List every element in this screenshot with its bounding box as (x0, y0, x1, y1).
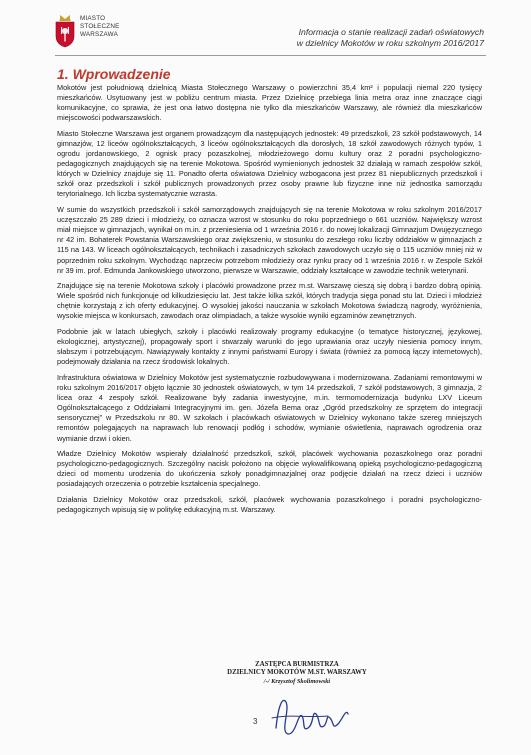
body-paragraph: Infrastruktura oświatowa w Dzielnicy Mokotów jest systematycznie rozbudowywana i modernizowana. Zadaniami remontowymi w roku szkolnym 2016/2017 objęto łącznie 30 jednostek oświatowych, w tym 14 przedszkoli, 7 szkół podstawowych, 3 gimnazja, 2 licea oraz 4 zespoły szkół. Realizowane były zadania inwestycyjne, m.in. termomodernizacja budynku LXV Liceum Ogólnokształcącego z Oddziałami Integracyjnymi im. gen. Józefa Bema oraz „Ogród przedszkolny ze sprzętem do integracji sensorycznej” w Przedszkolu nr 80. W szkołach i placówkach oświatowych w Dzielnicy wykonano także szereg mniejszych remontów polegających na naprawach lub renowacji podłóg i schodów, wymianie oświetlenia, naprawach ogrodzenia oraz wymianie drzwi i okien. (57, 372, 482, 443)
city-logo (54, 14, 120, 58)
body-paragraph: Podobnie jak w latach ubiegłych, szkoły i placówki realizowały programy edukacyjne (o tematyce historycznej, językowej, ekologicznej, artystycznej), propagowały sport i stwarzały warunki do jego uprawiania oraz uczyły niesienia pomocy innym, słabszym i potrzebującym. Nawiązywały kontakty z innymi państwami Europy i świata (również za pomocą łączy internetowych), podejmowały działania na rzecz środowisk lokalnych. (57, 327, 482, 367)
header-title-line: w dzielnicy Mokotów w roku szkolnym 2016/2017 (296, 38, 484, 48)
body-paragraph: Działania Dzielnicy Mokotów oraz przedszkoli, szkół, placówek wychowania pozaszkolnego i poradni psychologiczno-pedagogicznych wpisują się w politykę edukacyjną m.st. Warszawy. (57, 494, 482, 515)
body-paragraph: W sumie do wszystkich przedszkoli i szkół samorządowych znajdujących się na terenie Mokotowa w roku szkolnym 2016/2017 uczęszczało 25 289 dzieci i młodzieży, co oznacza wzrost w stosunku do roku poprzedniego o 661 uczniów. Największy wzrost miał miejsce w gimnazjach, wynikał on m.in. z przeniesienia od 1 września 2016 r. do nowej lokalizacji Gimnazjum Dwujęzycznego nr 42 im. Bohaterek Powstania Warszawskiego oraz zwiększeniu, w stosunku do zeszłego roku liczby oddziałów w gimnazjach z 115 na 143. W liceach ogólnokształcących, technikach i zasadniczych szkołach zawodowych uczyło się o 115 uczniów mniej niż w poprzednim roku szkolnym. Wychodząc naprzeciw potrzebom młodzieży oraz rynku pracy od 1 września 2016 r. w Zespole Szkół nr 39 im. prof. Edmunda Jankowskiego utworzono, pierwsze w Warszawie, oddziały kształcące w zawodzie technik weterynarii. (57, 205, 482, 275)
signature-name: /-/ Krzysztof Skolimowski (263, 677, 331, 685)
logo-line: WARSZAWA (80, 31, 118, 38)
signature-block (187, 661, 407, 686)
header-divider (55, 55, 486, 56)
page-number: 3 (253, 717, 258, 726)
document-header-title (297, 27, 484, 49)
document-body (57, 83, 482, 521)
handwritten-signature-icon (268, 688, 368, 742)
body-paragraph: Znajdujące się na terenie Mokotowa szkoły i placówki prowadzone przez m.st. Warszawę cieszą się dobrą i bardzo dobrą opinią. Wiele spośród nich funkcjonuje od kilkudziesięciu lat. Jest także kilka szkół, których tradycja sięga ponad stu lat. Dzieci i młodzież chętnie korzystają z ich oferty edukacyjnej. O wysokiej jakości nauczania w szkołach Mokotowa świadczą nagrody, wyróżnienia, wysokie miejsca w konkursach, zawodach oraz olimpiadach, a także wysokie wyniki egzaminów zewnętrznych. (57, 281, 482, 321)
logo-line: MIASTO (80, 15, 106, 22)
section-heading: 1. Wprowadzenie (57, 66, 171, 82)
logo-text (80, 15, 119, 39)
header-title-line: Informacja o stanie realizacji zadań oświatowych (298, 27, 484, 37)
body-paragraph: Mokotów jest południową dzielnicą Miasta Stołecznego Warszawy o powierzchni 35,4 km² i populacji niemal 220 tysięcy mieszkańców. Usytuowany jest w pobliżu centrum miasta. Przez Dzielnicę przebiega linia metra oraz inne znaczące ciągi komunikacyjne, co sprawia, że jest ona łatwo dostępna nie tylko dla mieszkańców Warszawy, ale również dla mieszkańców miejscowości podwarszawskich. (57, 83, 482, 123)
logo-line: STOŁECZNE (80, 23, 120, 30)
warsaw-crest-icon (54, 14, 76, 48)
signature-title: ZASTĘPCA BURMISTRZA (255, 661, 339, 668)
signature-office: DZIELNICY MOKOTÓW M.ST. WARSZAWY (227, 669, 367, 677)
body-paragraph: Władze Dzielnicy Mokotów wspierały działalność przedszkoli, szkół, placówek wychowania pozaszkolnego oraz poradni psychologiczno-pedagogicznych. Szczególny nacisk położono na objęcie wykwalifikowaną opieką psychologiczno-pedagogiczną dzieci od momentu urodzenia do ukończenia szkoły ponadgimnazjalnej oraz podjęcie działań na rzecz dzieci i uczniów posiadających orzeczenia o potrzebie kształcenia specjalnego. (57, 449, 482, 489)
body-paragraph: Miasto Stołeczne Warszawa jest organem prowadzącym dla następujących jednostek: 49 przedszkoli, 23 szkół podstawowych, 14 gimnazjów, 12 liceów ogólnokształcących, 3 liceów ogólnokształcących dla dorosłych, 18 szkół zawodowych różnych typów, 1 ogrodu jordanowskiego, 2 ognisk pracy pozaszkolnej, młodzieżowego domu kultury oraz 2 poradni psychologiczno-pedagogicznych znajdujących się na terenie Mokotowa. Spośród wymienionych jednostek 32 działają w ramach zespołów szkół, których w Dzielnicy znajduje się 11. Ponadto oferta oświatowa Dzielnicy wzbogacona jest przez 81 niepublicznych przedszkoli i szkół oraz przedszkoli i szkół publicznych prowadzonych przez osoby prawne lub fizyczne inne niż jednostka samorządu terytorialnego. Ich liczba systematycznie wzrasta. (57, 128, 482, 199)
